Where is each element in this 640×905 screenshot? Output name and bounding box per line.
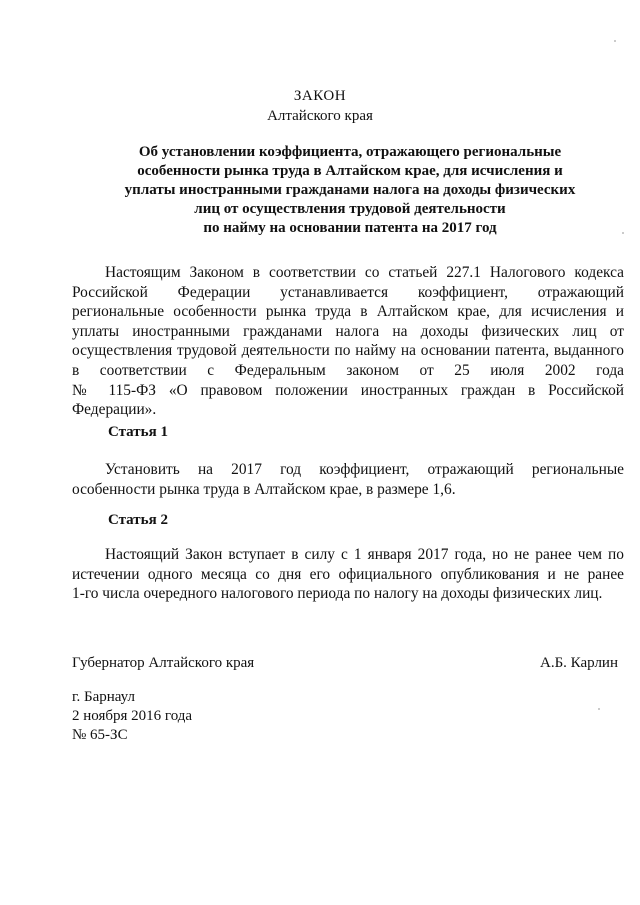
- article-2-line: истечении одного месяца со дня его официального опубликования и не ранее: [72, 565, 624, 583]
- article-1-paragraph: [72, 460, 624, 499]
- heading-line: по найму на основании патента на 2017 год: [203, 220, 497, 236]
- preamble-line: Российской Федерации устанавливается коэффициент, отражающий: [72, 283, 624, 301]
- preamble-paragraph: [72, 263, 624, 420]
- law-heading: [110, 143, 590, 238]
- article-2-title: Статья 2: [108, 512, 168, 528]
- footer-number: № 65-ЗС: [72, 727, 128, 743]
- footer-date: 2 ноября 2016 года: [72, 708, 193, 724]
- preamble-line: региональные особенности рынка труда в Алтайском крае, для исчисления и: [72, 303, 624, 321]
- heading-line: лиц от осуществления трудовой деятельности: [194, 201, 506, 217]
- heading-line: особенности рынка труда в Алтайском крае, для исчисления и: [137, 163, 563, 179]
- heading-line: уплаты иностранными гражданами налога на доходы физических: [124, 182, 576, 198]
- article-1-line: особенности рынка труда в Алтайском крае, в размере 1,6.: [72, 480, 456, 498]
- preamble-line: Федерации».: [72, 401, 157, 419]
- preamble-line: № 115-ФЗ «О правовом положении иностранных граждан в Российской: [72, 381, 624, 399]
- article-2-paragraph: [72, 545, 624, 604]
- preamble-line: в соответствии с Федеральным законом от 25 июля 2002 года: [72, 361, 624, 379]
- preamble-line: осуществления трудовой деятельности по найму на основании патента, выданного: [72, 342, 624, 360]
- footer-city: г. Барнаул: [72, 689, 135, 705]
- article-2-line: Настоящий Закон вступает в силу с 1 января 2017 года, но не ранее чем по: [105, 546, 624, 563]
- scan-speck: [598, 708, 600, 710]
- signatory-position: Губернатор Алтайского края: [72, 655, 255, 671]
- document-footer: [72, 688, 192, 745]
- signatory-name: А.Б. Карлин: [539, 655, 618, 671]
- article-1-title: Статья 1: [108, 424, 168, 440]
- article-1-line: Установить на 2017 год коэффициент, отражающий региональные: [105, 461, 624, 478]
- heading-line: Об установлении коэффициента, отражающего региональные: [138, 144, 562, 160]
- preamble-line: уплаты иностранными гражданами налога на доходы физических лиц от: [72, 322, 624, 340]
- preamble-line: Настоящим Законом в соответствии со статьей 227.1 Налогового кодекса: [105, 264, 624, 281]
- scan-speck: [622, 232, 624, 234]
- law-title: ЗАКОН: [293, 88, 347, 104]
- scan-speck: [614, 40, 616, 42]
- article-2-line: 1-го числа очередного налогового периода по налогу на доходы физических лиц.: [72, 585, 603, 603]
- law-region: Алтайского края: [267, 108, 373, 124]
